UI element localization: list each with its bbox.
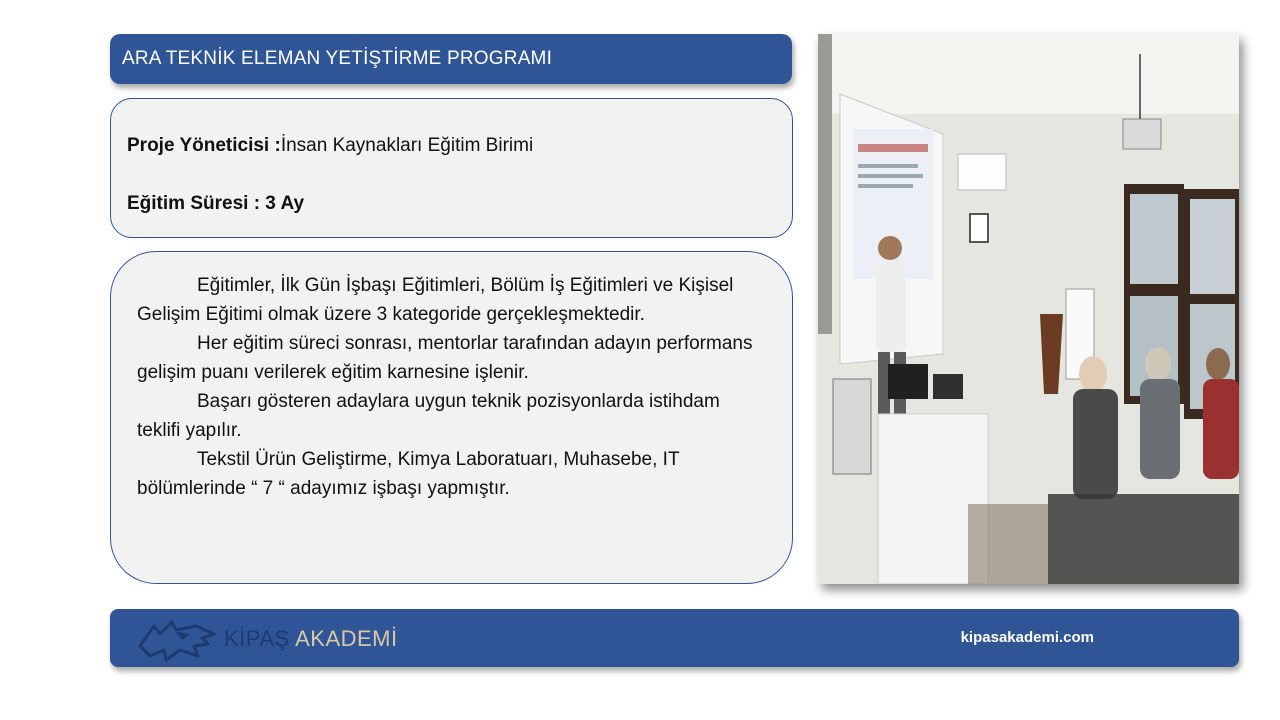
project-info-box	[110, 98, 793, 238]
description-paragraph: Tekstil Ürün Geliştirme, Kimya Laboratuarı, Muhasebe, IT bölümlerinde “ 7 “ adayımız işbaşı yapmıştır.	[137, 449, 680, 499]
logo-sub: AKADEMİ	[295, 626, 398, 651]
project-manager-value: İnsan Kaynakları Eğitim Birimi	[280, 135, 534, 156]
logo-brand: KİPAŞ	[224, 626, 290, 651]
program-description-box	[110, 251, 793, 584]
program-title-bar	[110, 34, 792, 84]
kipas-akademi-logo[interactable]	[136, 616, 398, 662]
program-title: ARA TEKNİK ELEMAN YETİŞTİRME PROGRAMI	[122, 48, 553, 69]
project-manager-line	[127, 131, 776, 161]
training-duration-line	[127, 189, 776, 219]
wolf-head-icon	[136, 616, 216, 662]
classroom-photo	[818, 34, 1239, 584]
logo-text	[224, 626, 398, 652]
description-paragraph: Başarı gösteren adaylara uygun teknik pozisyonlarda istihdam teklifi yapılır.	[137, 391, 720, 441]
training-duration: Eğitim Süresi : 3 Ay	[127, 193, 305, 214]
description-paragraph: Eğitimler, İlk Gün İşbaşı Eğitimleri, Bölüm İş Eğitimleri ve Kişisel Gelişim Eğitimi olmak üzere 3 kategoride gerçekleşmektedir.	[137, 275, 734, 325]
description-paragraph: Her eğitim süreci sonrası, mentorlar tarafından adayın performans gelişim puanı verilerek eğitim karnesine işlenir.	[137, 333, 753, 383]
footer-bar	[110, 609, 1239, 667]
project-manager-label: Proje Yöneticisi :	[127, 135, 281, 156]
website-link[interactable]: kipasakademi.com	[960, 629, 1094, 646]
classroom-illustration	[818, 34, 1239, 584]
